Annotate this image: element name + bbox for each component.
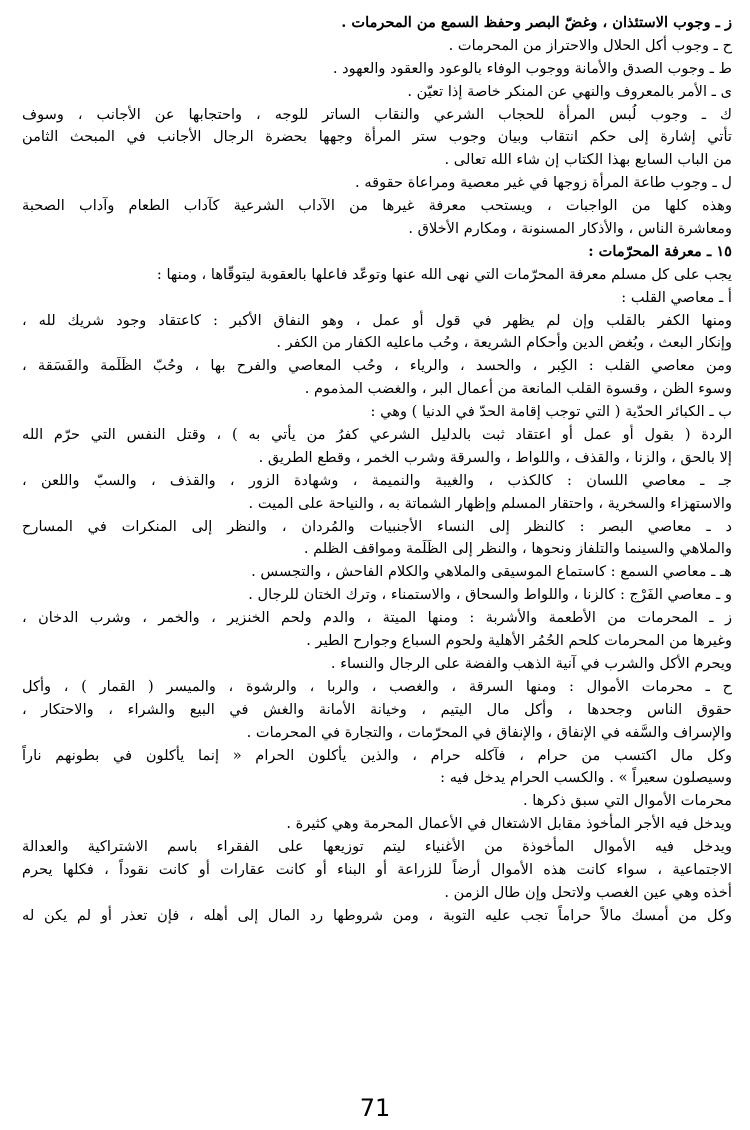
text-line: وغيرها من المحرمات كلحم الحُمُر الأهلية ولحوم السباع وجوارح الطير .: [306, 632, 732, 650]
text-line: ويدخل فيه الأموال المأخوذة من الأغنياء ليتم توزيعها على الفقراء باسم الاشتراكية والعدالة: [22, 838, 732, 856]
text-line: ح ـ وجوب أكل الحلال والاحتراز من المحرمات .: [448, 36, 732, 54]
text-line: أخذه وهي عين الغصب ولاتحل وإن طال الزمن .: [444, 883, 732, 901]
text-line: حقوق الناس وجحدها ، وأكل مال اليتيم ، وخيانة الأمانة والغش في البيع والشراء ، والاحتكار ،: [22, 700, 732, 718]
text-line: إلا بالحق ، والزنا ، والقذف ، واللواط ، والسرقة وشرب الخمر ، وقطع الطريق .: [258, 448, 732, 466]
text-line: ك ـ وجوب لُبس المرأة للحجاب الشرعي والنقاب الساتر للوجه ، واحتجابها عن الأجانب ، وسوف: [22, 105, 732, 123]
text-line: ل ـ وجوب طاعة المرأة زوجها في غير معصية ومراعاة حقوقه .: [355, 174, 732, 192]
text-line: وهذه كلها من الواجبات ، ويستحب معرفة غيرها من الآداب الشرعية كآداب الطعام وآداب الصحبة: [22, 197, 732, 215]
text-line: الردة ( بقول أو عمل أو اعتقاد ثبت بالدليل الشرعي كفرُ من يأتي به ) ، وقتل النفس التي حرّم الله: [22, 426, 732, 444]
text-line: ويدخل فيه الأجر المأخوذ مقابل الاشتغال في الأعمال المحرمة وهي كثيرة .: [286, 815, 732, 833]
text-line: أ ـ معاصي القلب :: [621, 288, 732, 306]
text-line: من الباب السابع بهذا الكتاب إن شاء الله تعالى .: [444, 151, 732, 169]
text-line: والاستهزاء والسخرية ، واحتقار المسلم وإظهار الشماتة به ، والنياحة على الميت .: [248, 494, 732, 512]
text-line: و ـ معاصي الفَرْج : كالزنا ، واللواط والسحاق ، والاستمناء ، وترك الختان للرجال .: [248, 586, 732, 604]
text-line: والملاهي والسينما والتلفاز ونحوها ، والنظر إلى الظَلَمة ومواقف الظلم .: [303, 540, 732, 558]
text-line: ز ـ وجوب الاستئذان ، وغضّ البصر وحفظ السمع من المحرمات .: [341, 14, 732, 31]
text-line: ومعاشرة الناس ، والأذكار المسنونة ، ومكارم الأخلاق .: [408, 220, 732, 238]
text-line: وسوء الظن ، وقسوة القلب المانعة من أعمال البر ، والغضب المذموم .: [304, 380, 732, 398]
page-body: [22, 12, 732, 928]
text-line: ح ـ محرمات الأموال : ومنها السرقة ، والغصب ، والربا ، والرشوة ، والميسر ( القمار ) ، وأكل: [22, 677, 732, 695]
text-line: ز ـ المحرمات من الأطعمة والأشربة : ومنها الميتة ، والدم ولحم الخنزير ، والخمر ، وشرب الدخان ،: [22, 609, 732, 627]
text-line: وإنكار البعث ، وبُغض الدين وأحكام الشريعة ، وحُب ماعليه الكفار من الكفر .: [276, 334, 732, 352]
text-line: ط ـ وجوب الصدق والأمانة ووجوب الوفاء بالوعود والعقود والعهود .: [332, 59, 732, 77]
text-line: د ـ معاصي البصر : كالنظر إلى النساء الأجنبيات والمُردان ، والنظر إلى المنكرات في المسارح: [22, 517, 732, 535]
text-line: ب ـ الكبائر الحدّية ( التي توجب إقامة الحدّ في الدنيا ) وهي :: [370, 403, 732, 421]
text-line: محرمات الأموال التي سبق ذكرها .: [522, 792, 732, 810]
text-line: تأتي إشارة إلى حكم انتقاب وبيان وجوب ستر المرأة وجهها بحضرة الرجال الأجانب في المبحث الثامن: [22, 128, 732, 146]
text-line: هـ ـ معاصي السمع : كاستماع الموسيقى والملاهي والكلام الفاحش ، والتجسس .: [251, 563, 732, 581]
text-line: ١٥ ـ معرفة المحرّمات :: [588, 242, 732, 260]
text-line: ومن معاصي القلب : الكِبر ، والحسد ، والرياء ، وحُب المعاصي والفرح بها ، وحُبّ الظَلَمة والفَسَقة ،: [22, 357, 732, 375]
text-line: وكل من أمسك مالاً حراماً تجب عليه التوبة ، ومن شروطها رد المال إلى أهله ، فإن تعذر أو لم يكن له: [22, 906, 732, 924]
page-number: 71: [359, 1094, 391, 1122]
text-line: وكل مال اكتسب من حرام ، فآكله حرام ، والذين يأكلون الحرام « إنما يأكلون في بطونهم ناراً: [22, 746, 732, 764]
text-line: يجب على كل مسلم معرفة المحرّمات التي نهى الله عنها وتوعّد فاعلها بالعقوبة ليتوقّاها ، ومنها :: [156, 265, 732, 283]
text-line: الاجتماعية ، سواء كانت هذه الأموال أرضاً للزراعة أو البناء أو كانت عقارات أو كانت نقوداً ، فكلها يحرم: [22, 860, 732, 878]
text-line: ومنها الكفر بالقلب وإن لم يظهر في قول أو عمل ، وهو النفاق الأكبر : كاعتقاد وجود شريك لله ،: [22, 311, 732, 329]
text-line: جـ ـ معاصي اللسان : كالكذب ، والغيبة والنميمة ، وشهادة الزور ، والقذف ، والسبّ واللعن ،: [22, 471, 732, 489]
text-line: وسيصلون سعيراً » . والكسب الحرام يدخل فيه :: [440, 769, 732, 787]
text-line: ويحرم الأكل والشرب في آنية الذهب والفضة على الرجال والنساء .: [330, 654, 732, 672]
text-line: والإسراف والسَّفه في الإنفاق ، والإنفاق في المحرّمات ، والتجارة في المحرمات .: [246, 723, 732, 741]
text-line: ى ـ الأمر بالمعروف والنهي عن المنكر خاصة إذا تعيّن .: [407, 82, 732, 100]
